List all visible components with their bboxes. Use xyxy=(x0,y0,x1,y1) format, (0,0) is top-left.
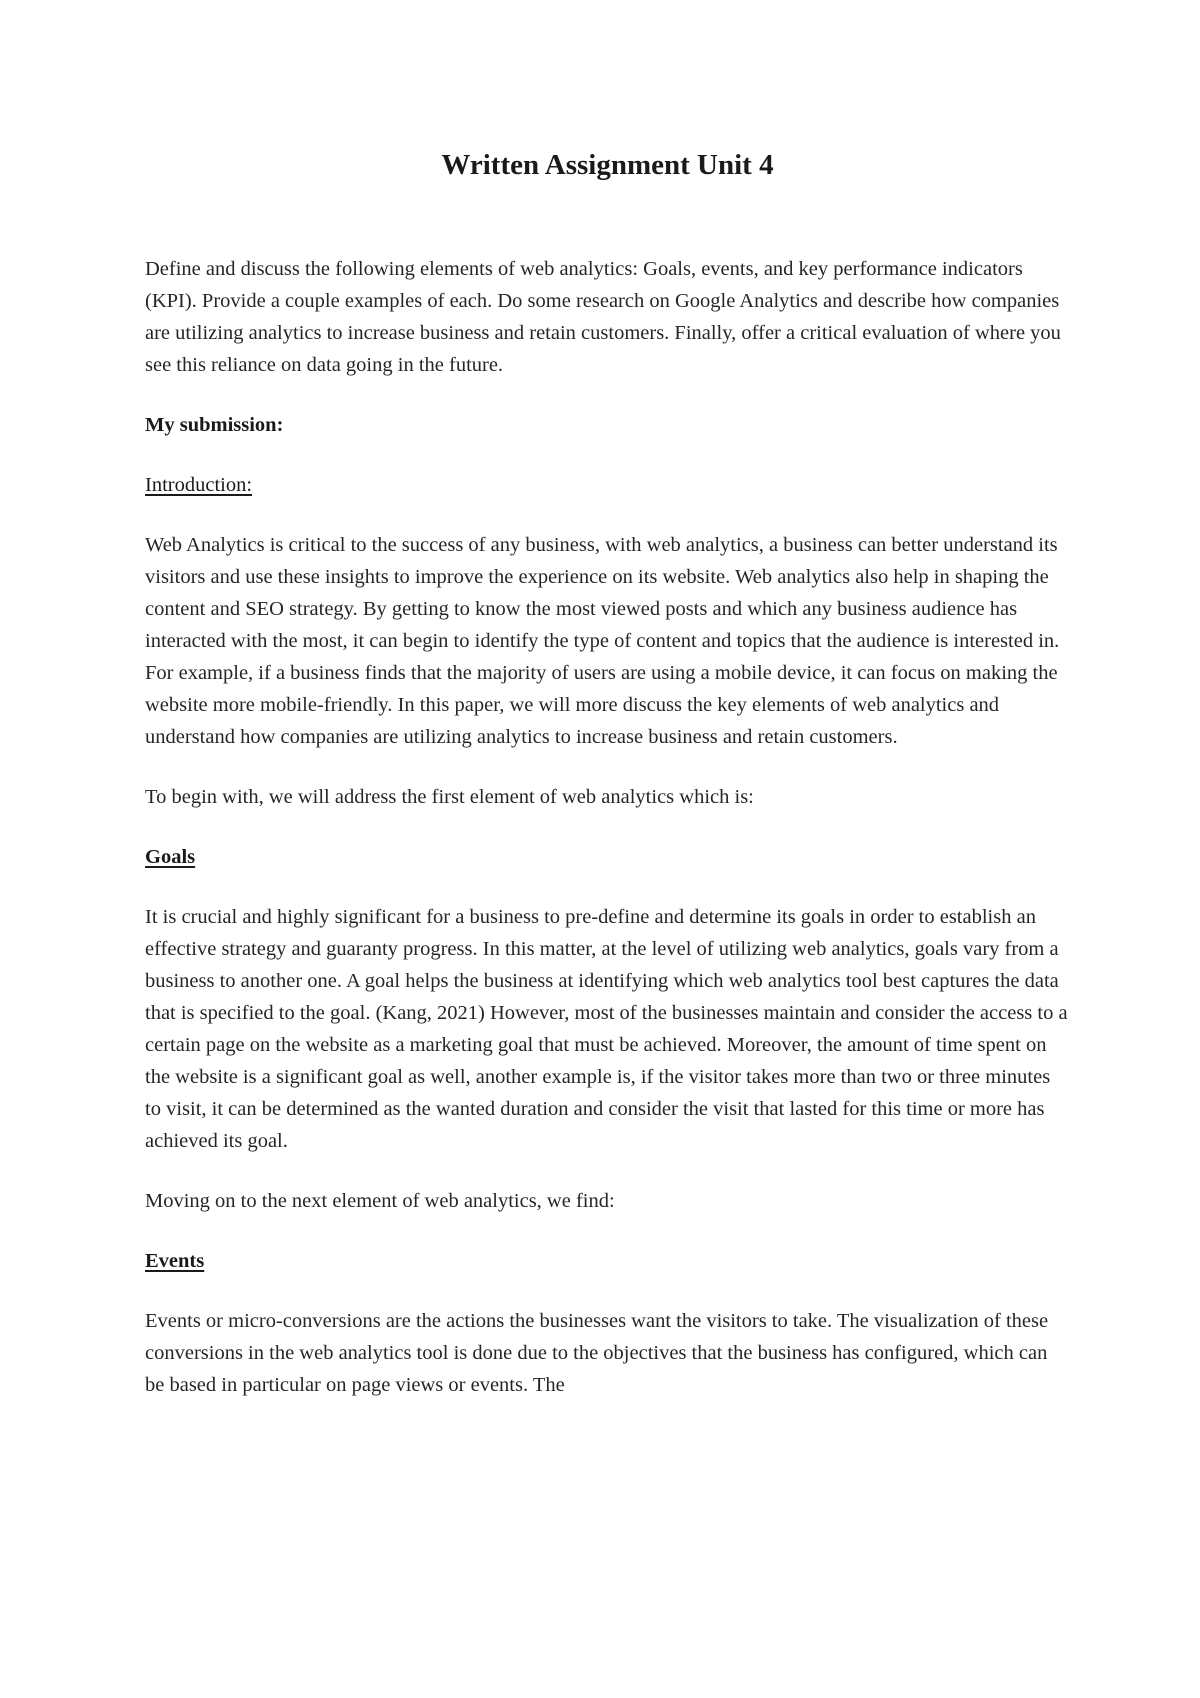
introduction-heading: Introduction: xyxy=(145,474,253,496)
document-body xyxy=(145,145,1070,1401)
introduction-paragraph: Web Analytics is critical to the success of any business, with web analytics, a business can better understand its visitors and use these insights to improve the experience on its website. Web analytics also help in shaping the content and SEO strategy. By getting to know the most viewed posts and which any business audience has interacted with the most, it can begin to identify the type of content and topics that the audience is interested in. For example, if a business finds that the majority of users are using a mobile device, it can focus on making the website more mobile-friendly. In this paper, we will more discuss the key elements of web analytics and understand how companies are utilizing analytics to increase business and retain customers. xyxy=(145,534,1060,748)
submission-label: My submission: xyxy=(145,414,284,436)
goals-heading: Goals xyxy=(145,846,196,868)
goals-paragraph: It is crucial and highly significant for a business to pre-define and determine its goals in order to establish an effective strategy and guaranty progress. In this matter, at the level of utilizing web analytics, goals vary from a business to another one. A goal helps the business at identifying which web analytics tool best captures the data that is specified to the goal. (Kang, 2021) However, most of the businesses maintain and consider the access to a certain page on the website as a marketing goal that must be achieved. Moreover, the amount of time spent on the website is a significant goal as well, another example is, if the visitor takes more than two or three minutes to visit, it can be determined as the wanted duration and consider the visit that lasted for this time or more has achieved its goal. xyxy=(145,906,1068,1152)
document-title: Written Assignment Unit 4 xyxy=(441,149,774,181)
events-heading: Events xyxy=(145,1250,205,1272)
events-transition: Moving on to the next element of web analytics, we find: xyxy=(145,1190,615,1212)
assignment-prompt: Define and discuss the following elements of web analytics: Goals, events, and key performance indicators (KPI). Provide a couple examples of each. Do some research on Google Analytics and describe how companies are utilizing analytics to increase business and retain customers. Finally, offer a critical evaluation of where you see this reliance on data going in the future. xyxy=(145,258,1061,376)
events-paragraph: Events or micro-conversions are the actions the businesses want the visitors to take. The visualization of these conversions in the web analytics tool is done due to the objectives that the business has configured, which can be based in particular on page views or events. The xyxy=(145,1310,1049,1396)
goals-transition: To begin with, we will address the first element of web analytics which is: xyxy=(145,786,754,808)
